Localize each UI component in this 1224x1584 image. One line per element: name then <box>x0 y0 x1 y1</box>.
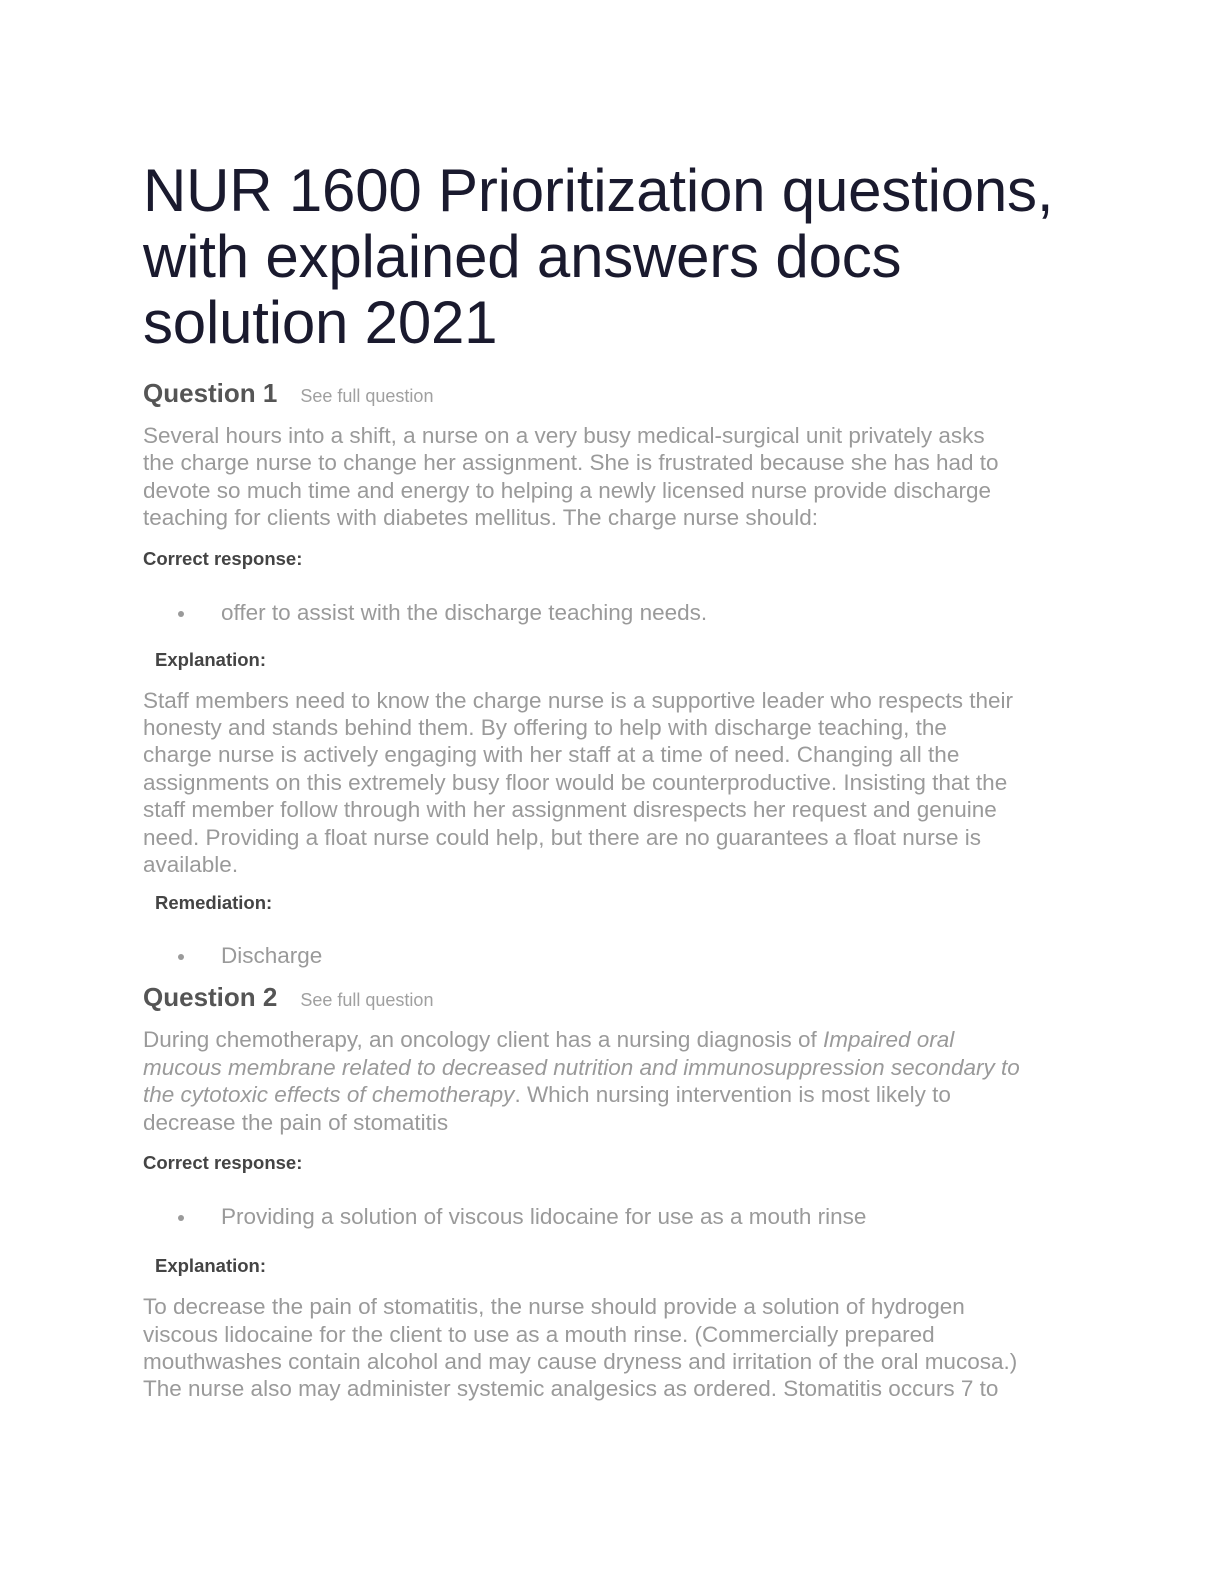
title-line: NUR 1600 Prioritization questions, <box>143 157 1054 224</box>
question-2-label: Question 2 <box>143 982 278 1013</box>
bullet-icon <box>178 611 184 617</box>
document-title <box>143 158 1078 356</box>
correct-response-label: Correct response: <box>143 547 303 569</box>
remediation-label: Remediation: <box>155 892 273 914</box>
see-full-question-link[interactable]: See full question <box>300 990 434 1011</box>
bullet-icon <box>178 954 184 960</box>
correct-answer-item: offer to assist with the discharge teaching needs. <box>143 599 1078 627</box>
explanation-label: Explanation: <box>155 1255 267 1277</box>
bullet-icon <box>178 1215 184 1221</box>
title-line: with explained answers docs <box>143 223 902 290</box>
question-1-header <box>143 378 1078 409</box>
explanation-label: Explanation: <box>155 648 267 670</box>
question-1-label: Question 1 <box>143 378 278 408</box>
question-1-explanation: Staff members need to know the charge nurse is a supportive leader who respects their honesty and stands behind them. By offering to help with discharge teaching, the charge nurse is actively engaging with her staff at a time of need. Changing all the assignments on this extremely busy floor would be counterproductive. Insisting that the staff member follow through with her assignment disrespects her request and genuine need. Providing a float nurse could help, but there are no guarantees a float nurse is available. <box>143 687 1014 878</box>
question-1-stem: Several hours into a shift, a nurse on a very busy medical-surgical unit privately asks the charge nurse to change her assignment. She is frustrated because she has had to devote so much time and energy to helping a newly licensed nurse provide discharge teaching for clients with diabetes mellitus. The charge nurse should: <box>143 423 999 531</box>
question-2-header <box>143 982 1078 1013</box>
document-page <box>143 158 1078 1403</box>
question-2-stem: During chemotherapy, an oncology client has a nursing diagnosis of Impaired oral mucous membrane related to decreased nutrition and immunosuppression secondary to the cytotoxic effects of chemotherapy. Which nursing intervention is most likely to decrease the pain of stomatitis <box>143 1027 1020 1135</box>
correct-response-label: Correct response: <box>143 1152 303 1174</box>
remediation-item: Discharge <box>143 942 1078 970</box>
title-line: solution 2021 <box>143 289 498 356</box>
see-full-question-link[interactable]: See full question <box>300 386 434 406</box>
question-2-explanation: To decrease the pain of stomatitis, the nurse should provide a solution of hydrogen viscous lidocaine for the client to use as a mouth rinse. (Commercially prepared mouthwashes contain alcohol and may cause dryness and irritation of the oral mucosa.) The nurse also may administer systemic analgesics as ordered. Stomatitis occurs 7 to <box>143 1294 1018 1402</box>
correct-answer-item: Providing a solution of viscous lidocaine for use as a mouth rinse <box>143 1203 1078 1231</box>
